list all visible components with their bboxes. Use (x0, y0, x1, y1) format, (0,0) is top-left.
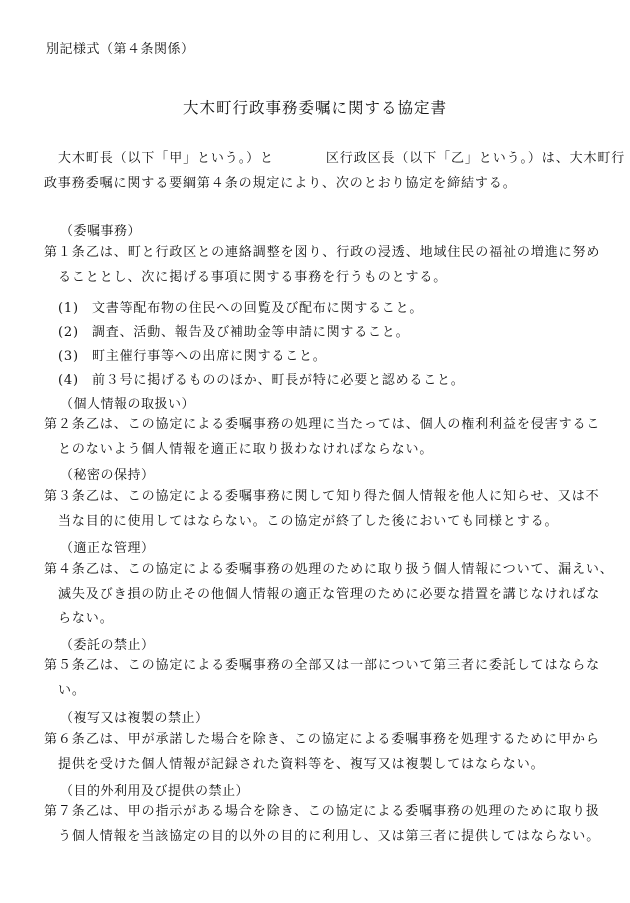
article-4 (44, 558, 614, 632)
list-item (58, 297, 423, 316)
article-5-heading: （委託の禁止） (60, 638, 155, 653)
article-number: 第４条 (44, 562, 86, 577)
article-number: 第７条 (44, 804, 86, 819)
article-5 (44, 654, 600, 703)
article-4-heading: （適正な管理） (60, 541, 155, 556)
article-1 (44, 241, 600, 290)
preamble-line-1 (58, 146, 625, 171)
article-text: 乙は、この協定による委嘱事務の全部又は一部について第三者に委託してはならな (86, 658, 601, 673)
list-item (58, 369, 465, 388)
list-item (58, 345, 327, 364)
article-7-heading: （目的外利用及び提供の禁止） (60, 784, 250, 799)
list-item (58, 321, 409, 340)
form-label: 別記様式（第４条関係） (46, 42, 195, 57)
article-text: 乙は、この協定による委嘱事務の処理に当たっては、個人の権利利益を侵害するこ (86, 417, 601, 432)
article-number: 第１条 (44, 245, 86, 260)
article-text: 当な目的に使用してはならない。この協定が終了した後においても同様とする。 (58, 513, 559, 529)
article-text: ることとし、次に掲げる事項に関する事務を行うものとする。 (58, 269, 448, 285)
article-number: 第６条 (44, 732, 86, 747)
preamble-part-1: 大木町長（以下「甲」という。）と (58, 151, 274, 166)
article-text: う個人情報を当該協定の目的以外の目的に利用し、又は第三者に提供してはならない。 (58, 828, 601, 844)
item-number: (4) (58, 373, 79, 388)
item-number: (2) (58, 325, 79, 340)
article-3-heading: （秘密の保持） (60, 468, 155, 483)
preamble-part-2: 区行政区長（以下「乙」という。）は、大木町行 (325, 151, 626, 166)
article-1-heading: （委嘱事務） (60, 224, 142, 239)
article-number: 第３条 (44, 489, 86, 504)
article-text: 乙は、この協定による委嘱事務に関して知り得た個人情報を他人に知らせ、又は不 (86, 489, 600, 504)
article-text: 乙は、この協定による委嘱事務の処理のために取り扱う個人情報について、漏えい、 (86, 562, 614, 577)
article-number: 第５条 (44, 658, 86, 673)
preamble-line-2: 政事務委嘱に関する要綱第４条の規定により、次のとおり協定を締結する。 (44, 176, 517, 191)
item-text: 町主催行事等への出席に関すること。 (92, 349, 327, 364)
article-6-heading: （複写又は複製の禁止） (60, 711, 209, 726)
article-text: 提供を受けた個人情報が記録された資料等を、複写又は複製してはならない。 (58, 756, 545, 772)
item-number: (1) (58, 301, 79, 316)
article-text: 乙は、甲の指示がある場合を除き、この協定による委嘱事務の処理のために取り扱 (86, 804, 600, 819)
item-text: 調査、活動、報告及び補助金等申請に関すること。 (92, 325, 410, 340)
item-number: (3) (58, 349, 79, 364)
article-text: 滅失及びき損の防止その他個人情報の適正な管理のために必要な措置を講じなければな (58, 586, 601, 602)
article-2 (44, 413, 600, 462)
document-title: 大木町行政事務委嘱に関する協定書 (182, 99, 447, 117)
article-6 (44, 728, 600, 777)
article-text: とのないよう個人情報を適正に取り扱わなければならない。 (58, 441, 434, 457)
item-text: 前３号に掲げるもののほか、町長が特に必要と認めること。 (92, 373, 465, 388)
article-text: 乙は、町と行政区との連絡調整を図り、行政の浸透、地域住民の福祉の増進に努め (86, 245, 601, 260)
item-text: 文書等配布物の住民への回覧及び配布に関すること。 (92, 301, 424, 316)
article-3 (44, 485, 600, 534)
article-text: 乙は、甲が承諾した場合を除き、この協定による委嘱事務を処理するために甲から (86, 732, 600, 747)
article-number: 第２条 (44, 417, 86, 432)
article-text: らない。 (58, 611, 114, 626)
article-7 (44, 800, 600, 849)
article-2-heading: （個人情報の取扱い） (60, 397, 196, 412)
article-text: い。 (58, 682, 86, 698)
